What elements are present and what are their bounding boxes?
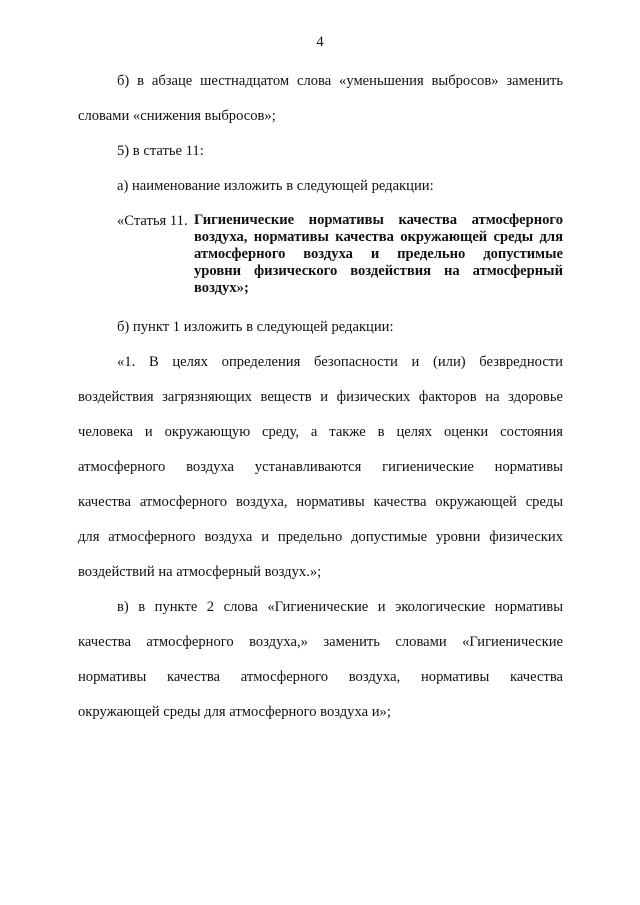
paragraph-line: человека и окружающую среду, а также в целях оценки состояния — [78, 424, 563, 440]
paragraph-line: окружающей среды для атмосферного воздуха и»; — [78, 704, 391, 720]
paragraph-line: «1. В целях определения безопасности и (или) безвредности — [117, 354, 563, 370]
paragraph-line: а) наименование изложить в следующей редакции: — [117, 178, 434, 194]
paragraph-line: словами «снижения выбросов»; — [78, 108, 276, 124]
caption-line: уровни физического воздействия на атмосферный — [194, 263, 563, 279]
paragraph-line: воздействия загрязняющих веществ и физических факторов на здоровье — [78, 389, 563, 405]
paragraph-line: в) в пункте 2 слова «Гигиенические и экологические нормативы — [117, 599, 563, 615]
article-caption-title — [194, 212, 563, 297]
paragraph-line: качества атмосферного воздуха, нормативы качества окружающей среды — [78, 494, 563, 510]
paragraph-line: 5) в статье 11: — [117, 143, 204, 159]
paragraph-line: для атмосферного воздуха и предельно допустимые уровни физических — [78, 529, 563, 545]
paragraph-line: нормативы качества атмосферного воздуха, нормативы качества — [78, 669, 563, 685]
paragraph-line: качества атмосферного воздуха,» заменить словами «Гигиенические — [78, 634, 563, 650]
caption-line: атмосферного воздуха и предельно допустимые — [194, 246, 563, 262]
paragraph-line: атмосферного воздуха устанавливаются гигиенические нормативы — [78, 459, 563, 475]
caption-line: воздух»; — [194, 280, 249, 296]
paragraph-line: воздействий на атмосферный воздух.»; — [78, 564, 322, 580]
caption-line: воздуха, нормативы качества окружающей среды для — [194, 229, 563, 245]
page-number: 4 — [316, 34, 324, 50]
paragraph-line: б) пункт 1 изложить в следующей редакции: — [117, 319, 394, 335]
article-caption-label: «Статья 11. — [117, 213, 188, 229]
paragraph-line: б) в абзаце шестнадцатом слова «уменьшения выбросов» заменить — [117, 73, 563, 89]
caption-line: Гигиенические нормативы качества атмосферного — [194, 212, 563, 228]
